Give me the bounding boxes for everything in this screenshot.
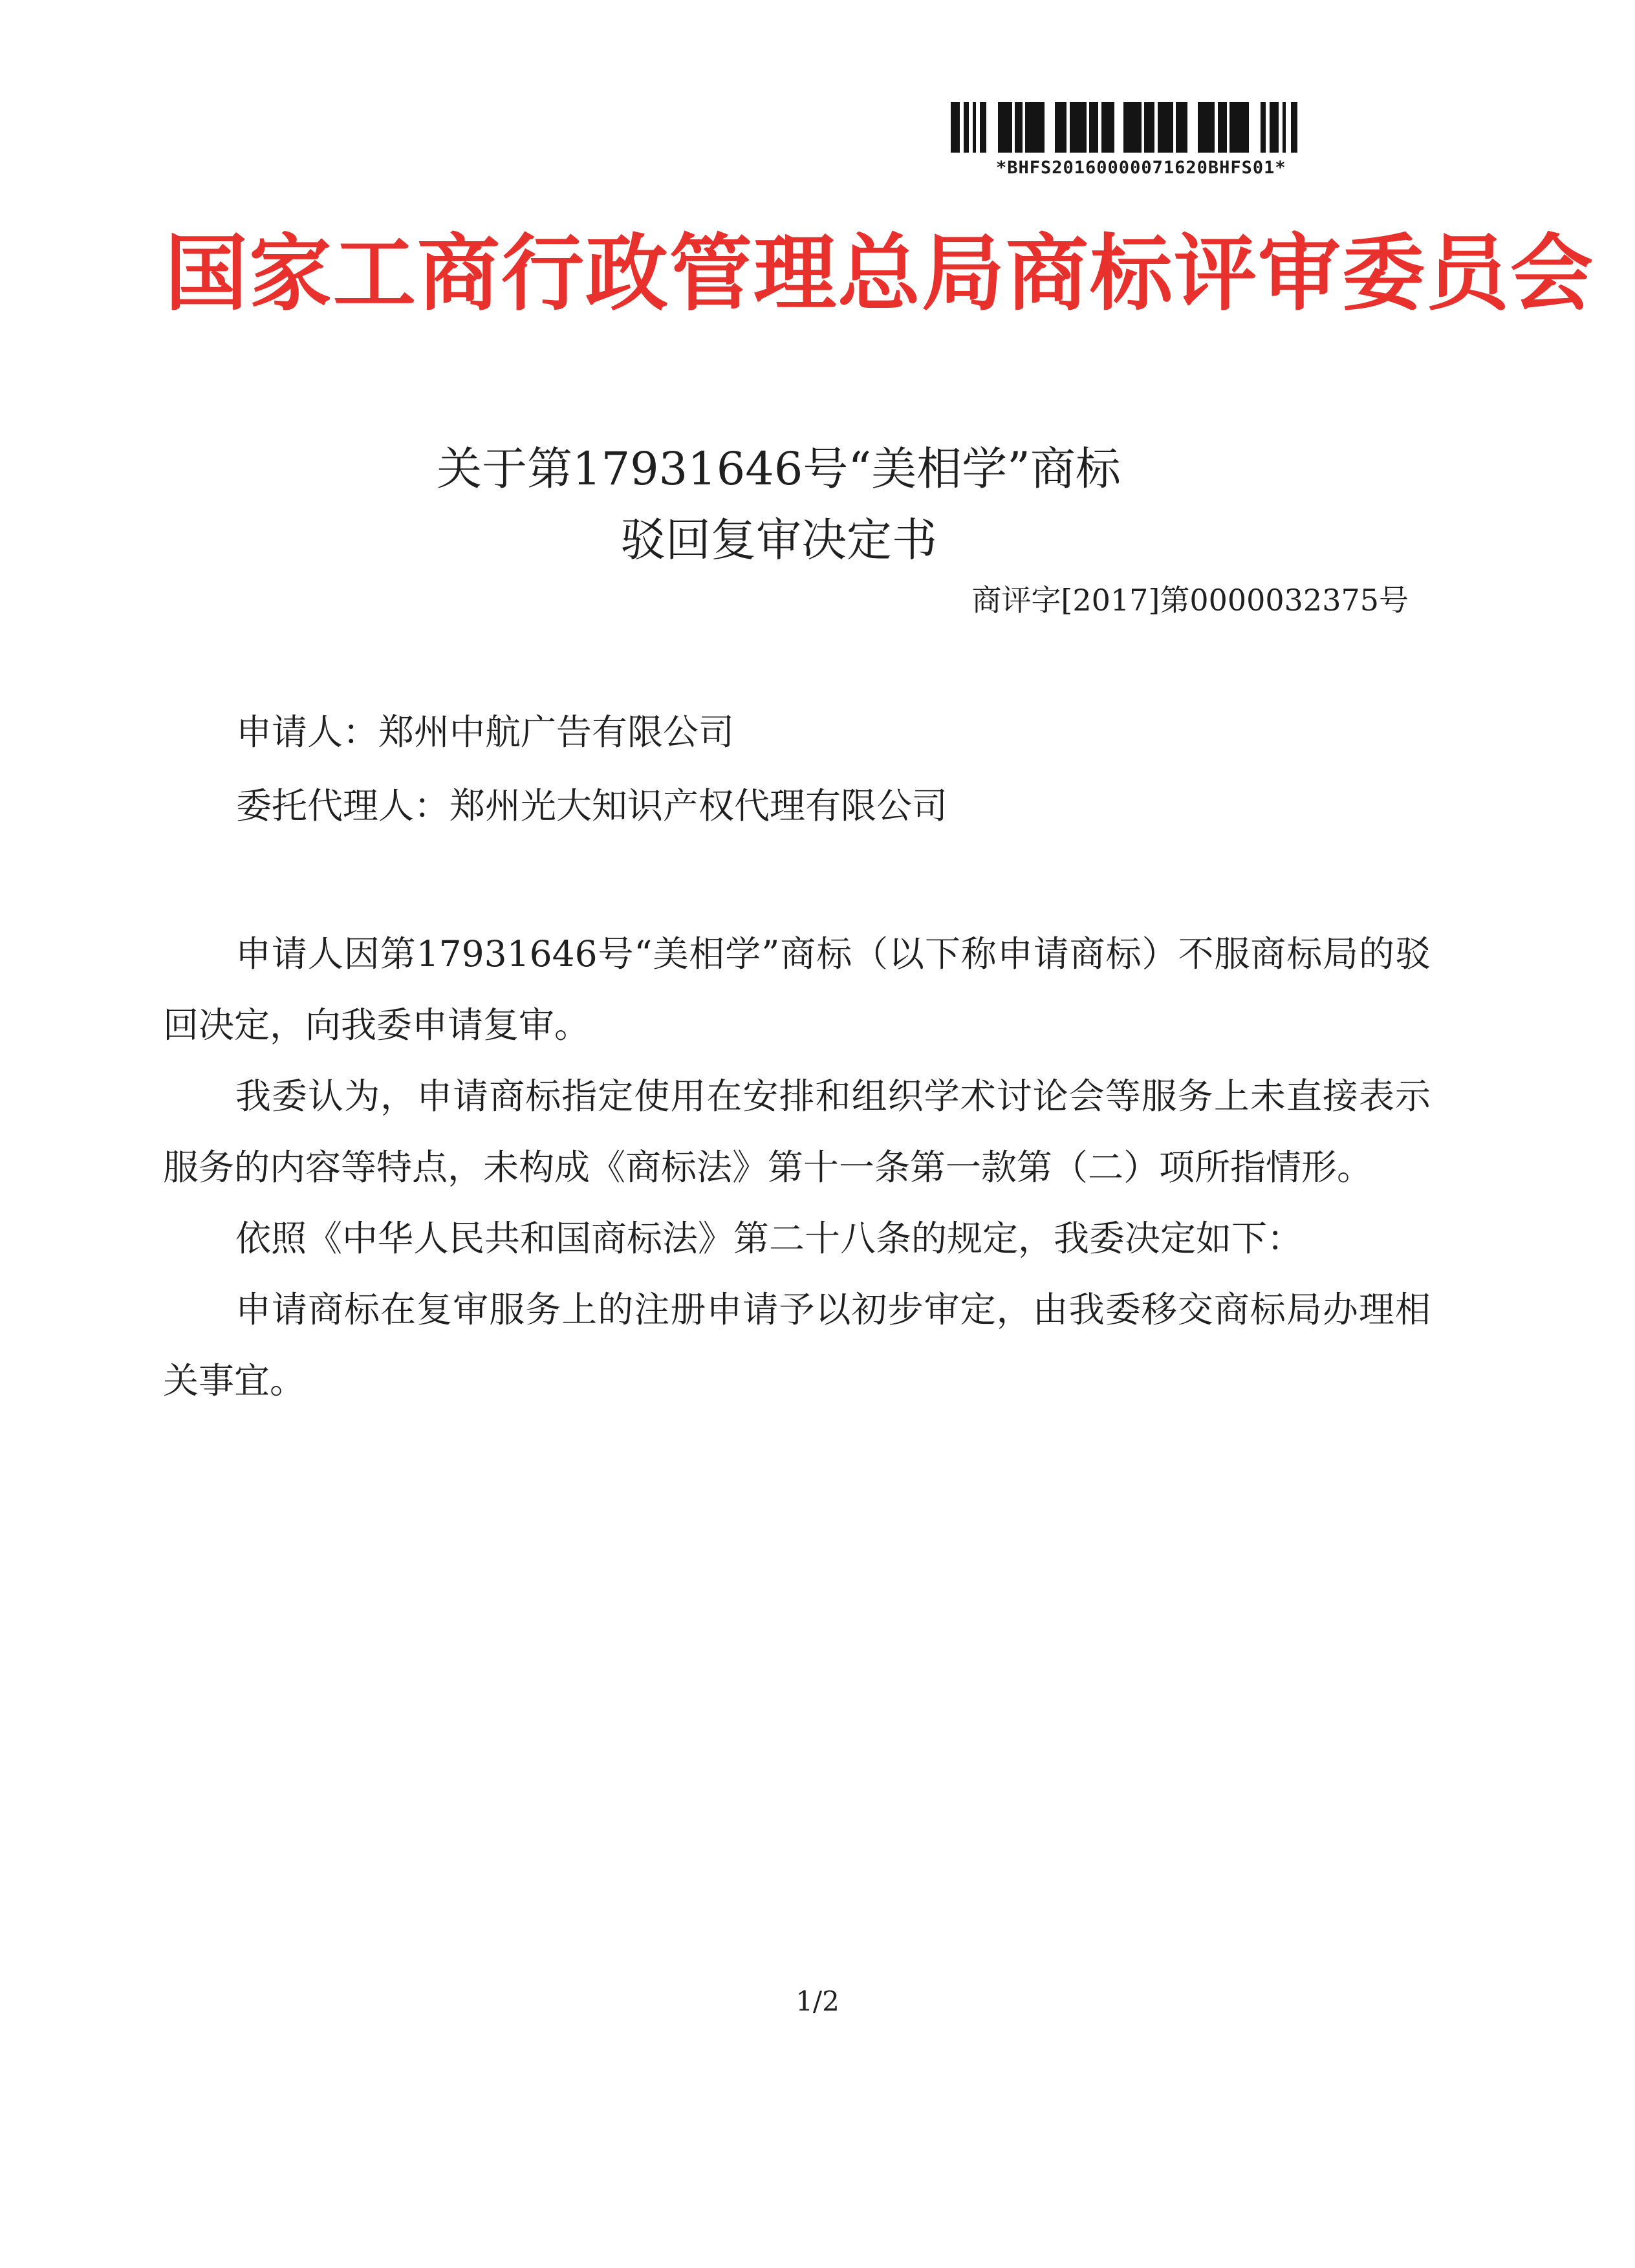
document-title-line-1: 关于第17931646号“美相学”商标: [437, 442, 1121, 495]
document-title-line-2: 驳回复审决定书: [620, 513, 937, 567]
body-paragraph-2: 我委认为，申请商标指定使用在安排和组织学术讨论会等服务上未直接表示服务的内容等特点，未构成《商标法》第十一条第一款第（二）项所指情形。: [163, 1075, 1431, 1188]
organization-header: 国家工商行政管理总局商标评审委员会: [165, 226, 1595, 322]
body-paragraph-3: 依照《中华人民共和国商标法》第二十八条的规定，我委决定如下：: [235, 1218, 1303, 1259]
barcode-code-text: *BHFS20160000071620BHFS01*: [996, 158, 1286, 178]
body-paragraph-1: 申请人因第17931646号“美相学”商标（以下称申请商标）不服商标局的驳回决定，向我委申请复审。: [163, 933, 1431, 1046]
document-number: 商评字[2017]第0000032375号: [971, 583, 1409, 618]
decision-body: [163, 918, 1431, 1416]
page-number: 1/2: [796, 1985, 839, 2017]
body-paragraph-4: 申请商标在复审服务上的注册申请予以初步审定，由我委移交商标局办理相关事宜。: [163, 1289, 1431, 1401]
barcode: [951, 102, 1365, 180]
agent-line: 委托代理人：郑州光大知识产权代理有限公司: [236, 785, 948, 826]
barcode-bars: [951, 102, 1352, 153]
applicant-line: 申请人：郑州中航广告有限公司: [236, 711, 735, 753]
